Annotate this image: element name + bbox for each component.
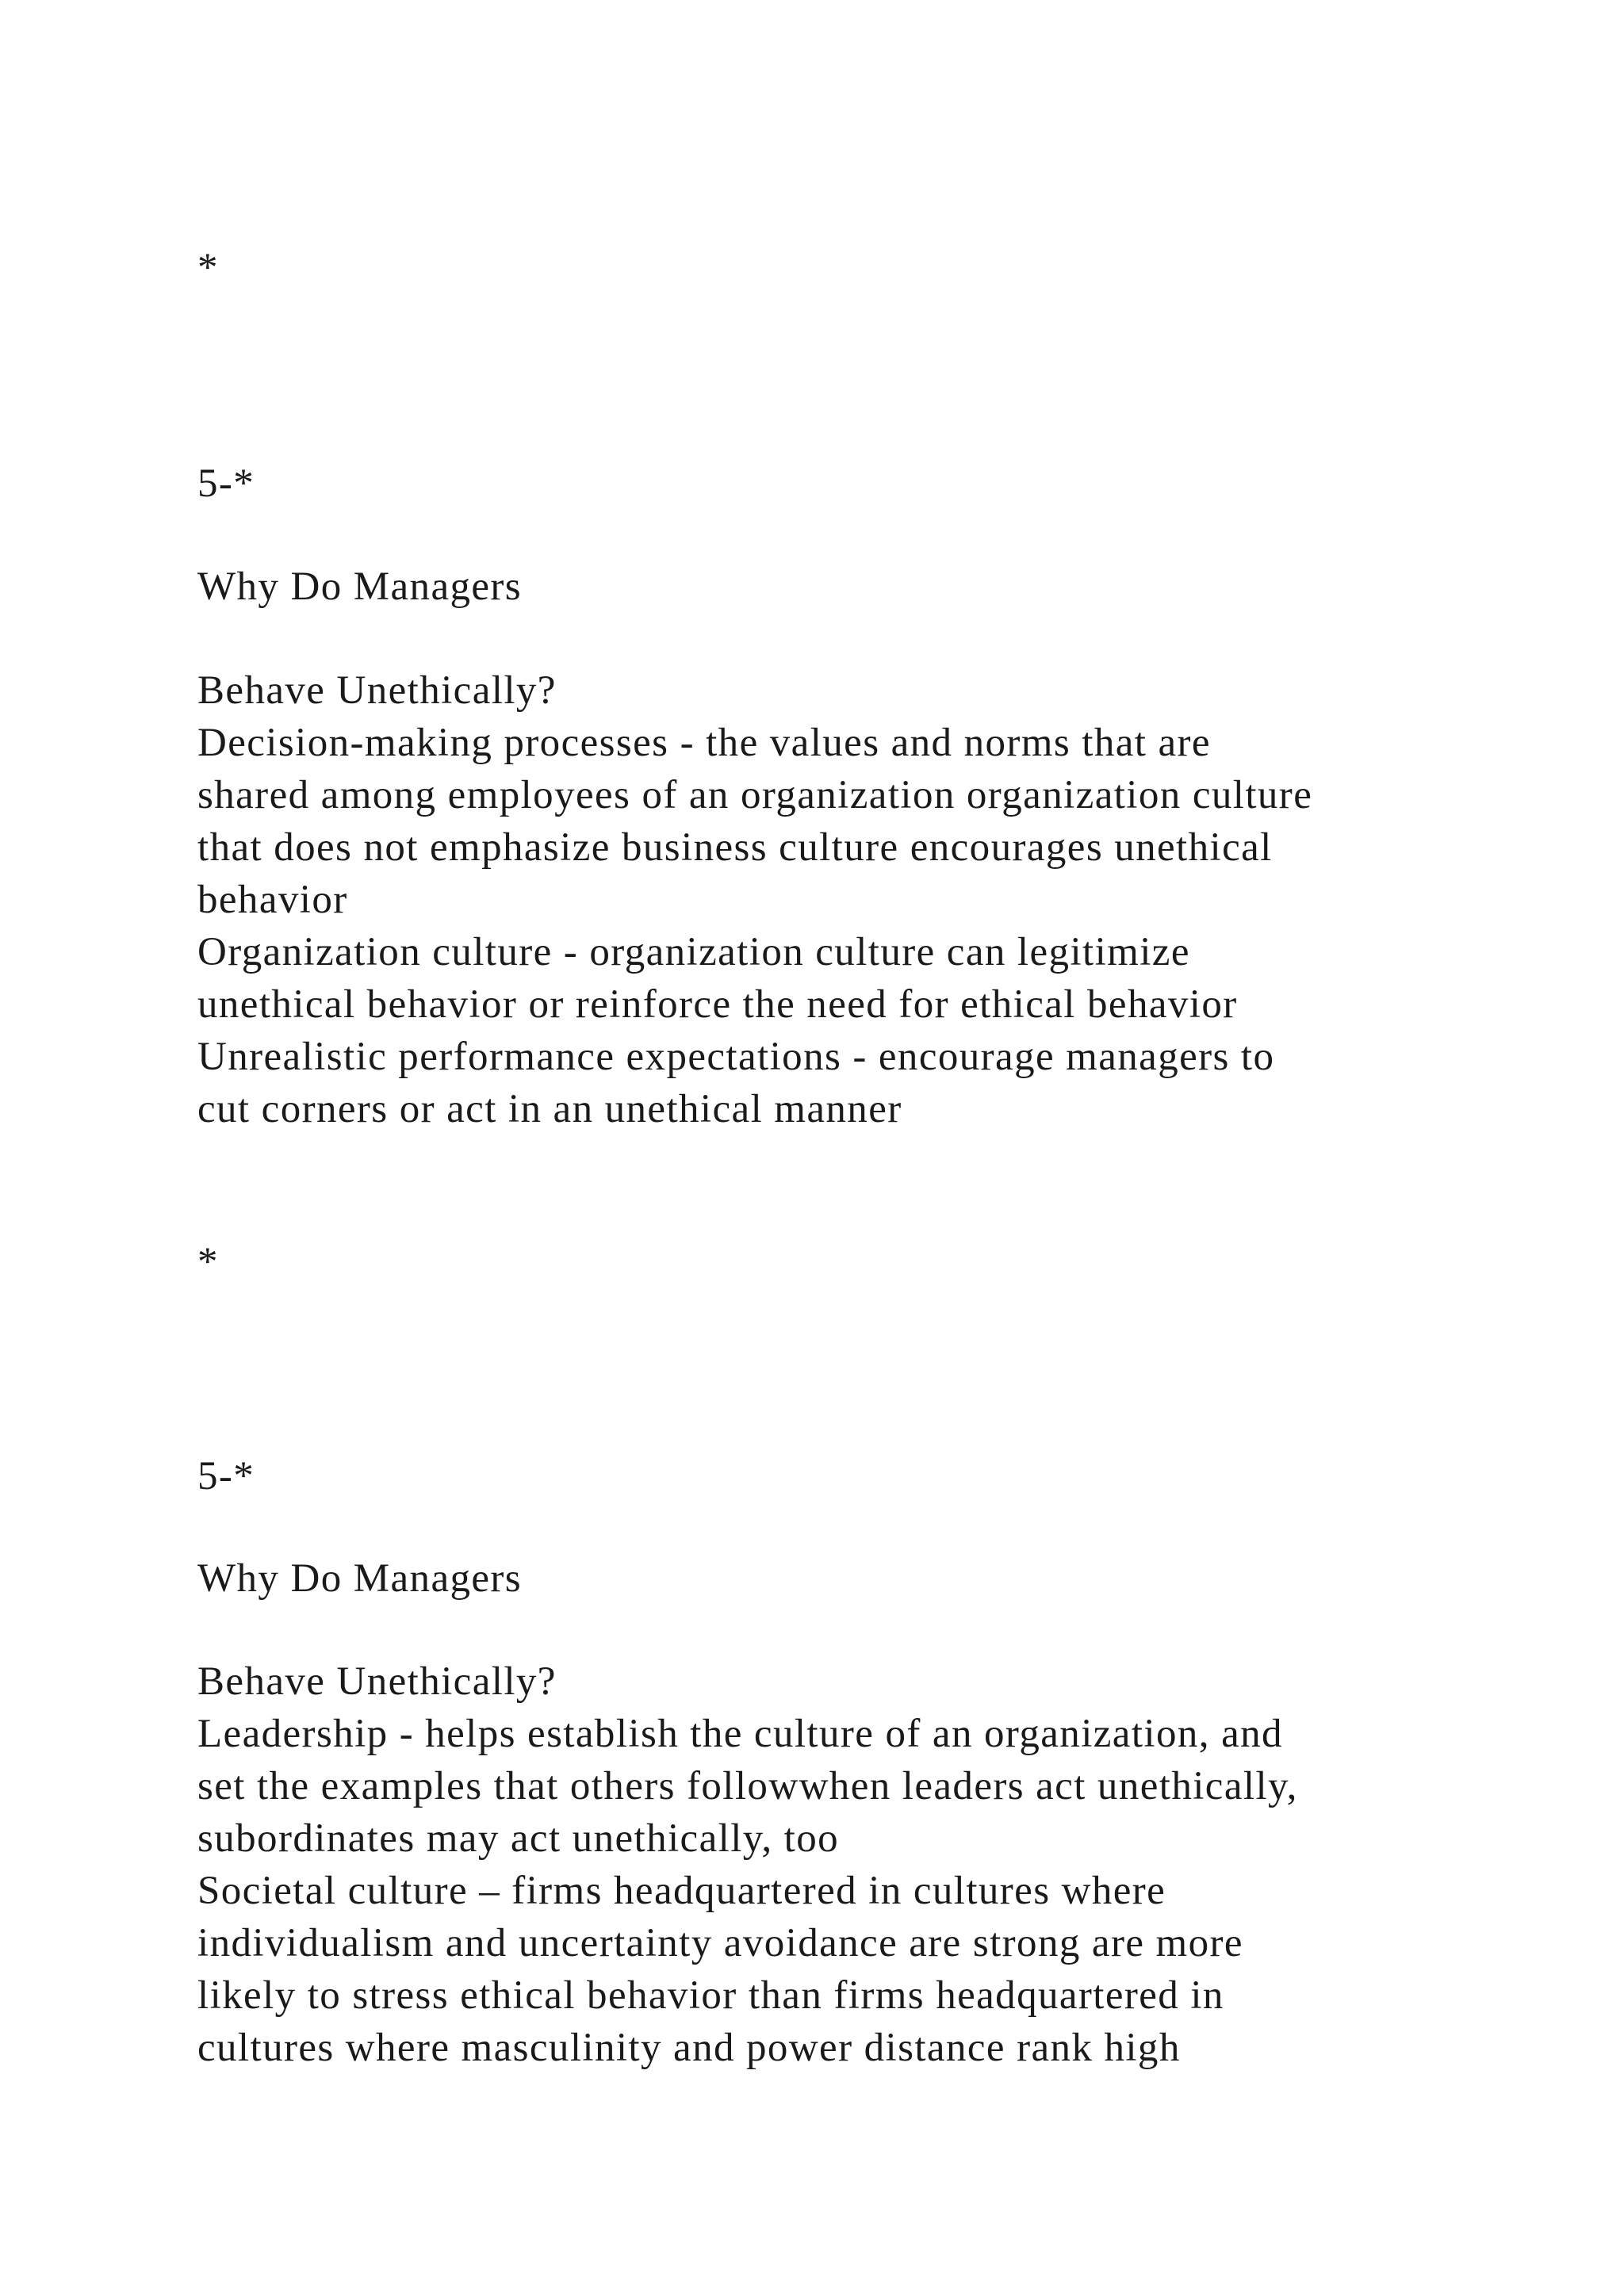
body-line: shared among employees of an organization organization culture [197,773,1313,817]
slide-title-line-2: Behave Unethically? [197,668,557,713]
body-line: subordinates may act unethically, too [197,1816,840,1861]
slide-marker: * [197,1240,219,1284]
slide-title-line-1: Why Do Managers [197,1556,523,1601]
body-line: unethical behavior or reinforce the need for ethical behavior [197,982,1238,1027]
body-line: individualism and uncertainty avoidance are strong are more [197,1921,1243,1965]
body-line: Societal culture – firms headquartered in cultures where [197,1869,1166,1913]
body-line: Leadership - helps establish the culture of an organization, and [197,1712,1283,1756]
body-line: Unrealistic performance expectations - encourage managers to [197,1035,1275,1079]
body-line: cultures where masculinity and power distance rank high [197,2026,1181,2070]
slide-title-line-2: Behave Unethically? [197,1659,557,1704]
slide-number: 5-* [197,1454,255,1498]
body-line: likely to stress ethical behavior than firms headquartered in [197,1973,1224,2018]
body-line: that does not emphasize business culture encourages unethical [197,825,1273,870]
body-line: set the examples that others followwhen leaders act unethically, [197,1764,1298,1808]
slide-marker: * [197,246,219,290]
body-line: cut corners or act in an unethical manner [197,1087,902,1131]
slide-title-line-1: Why Do Managers [197,564,523,609]
body-line: Decision-making processes - the values and norms that are [197,721,1211,765]
slide-number: 5-* [197,461,255,506]
body-line: behavior [197,878,348,922]
body-line: Organization culture - organization culture can legitimize [197,930,1190,974]
